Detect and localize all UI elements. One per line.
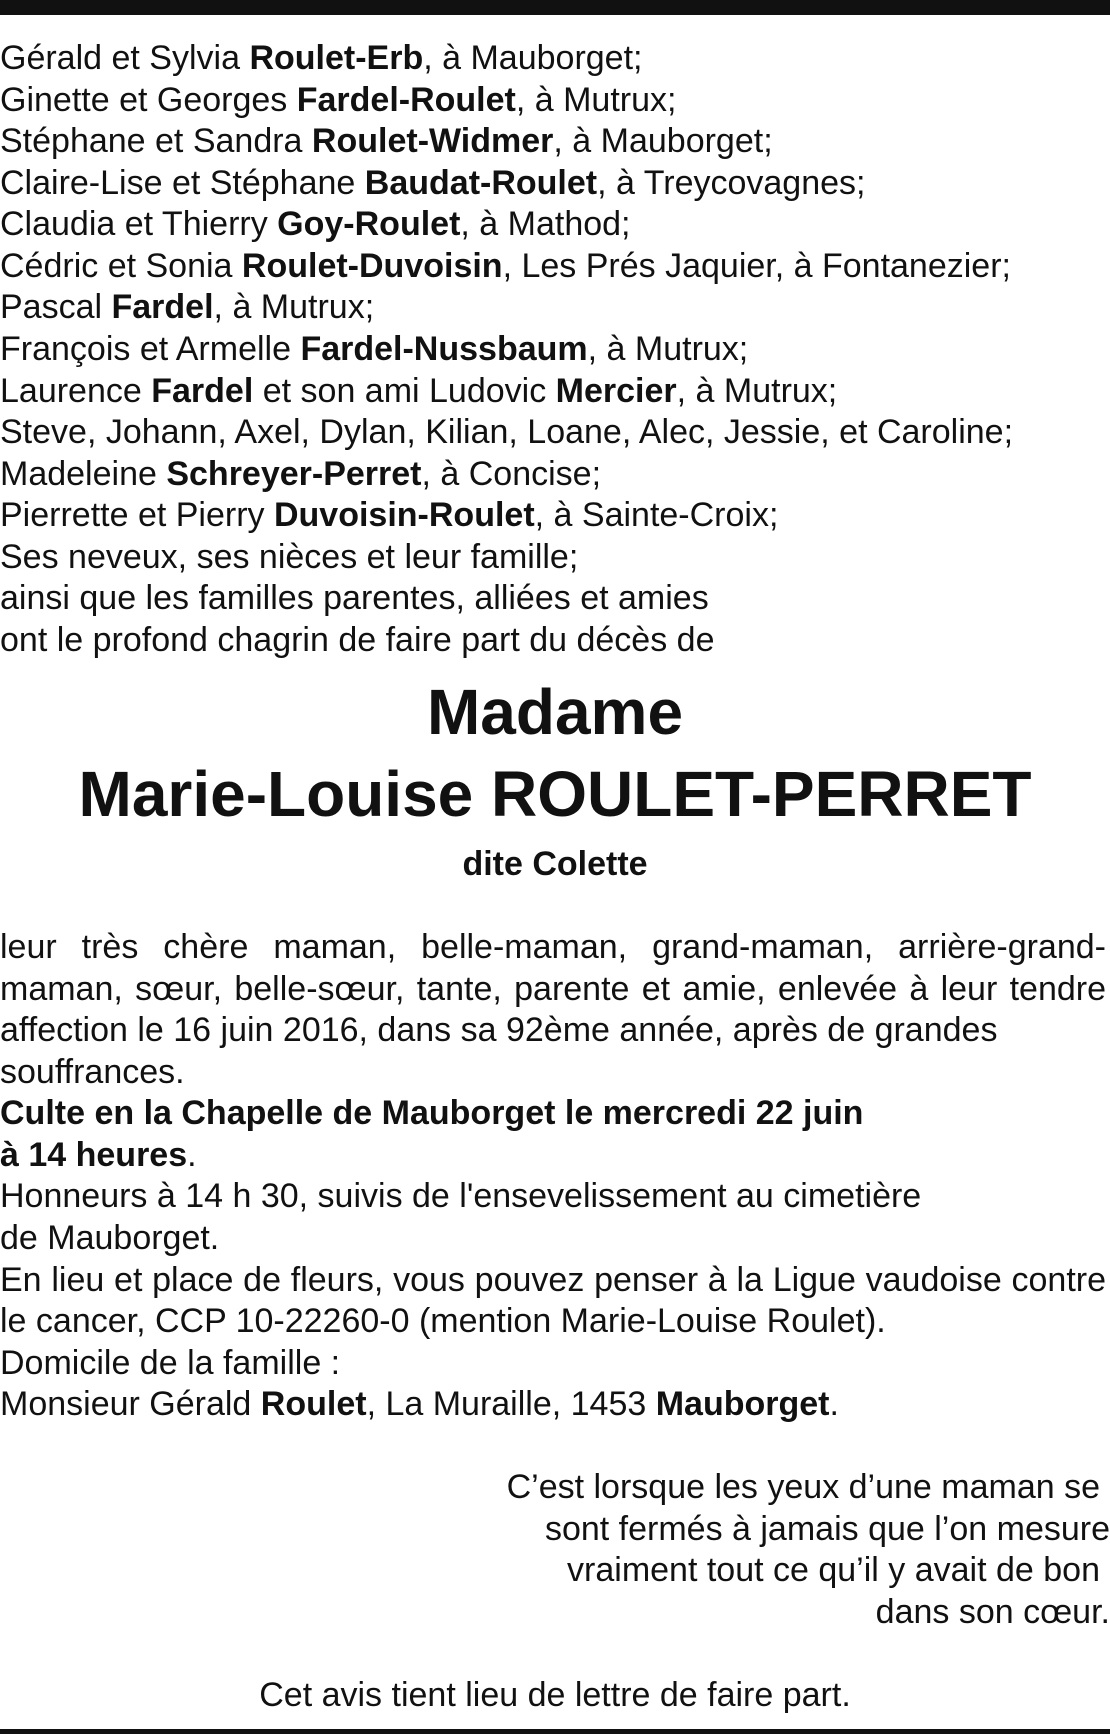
family-line: Madeleine Schreyer-Perret, à Concise; <box>0 455 602 493</box>
family-line: Cédric et Sonia Roulet-Duvoisin, Les Prés Jaquier, à Fontanezier; <box>0 247 1011 285</box>
flowers-line: le cancer, CCP 10-22260-0 (mention Marie-Louise Roulet). <box>0 1302 886 1340</box>
body-line: affection le 16 juin 2016, dans sa 92ème année, après de grandes <box>0 1011 998 1049</box>
family-line: Pierrette et Pierry Duvoisin-Roulet, à Sainte-Croix; <box>0 496 779 534</box>
bottom-rule <box>0 1729 1110 1734</box>
family-address: Monsieur Gérald Roulet, La Muraille, 1453 Mauborget. <box>0 1385 839 1423</box>
family-line: François et Armelle Fardel-Nussbaum, à Mutrux; <box>0 330 749 368</box>
family-line: Claudia et Thierry Goy-Roulet, à Mathod; <box>0 205 631 243</box>
top-rule <box>0 0 1110 15</box>
title-honorific: Madame <box>426 676 684 748</box>
honours-line: Honneurs à 14 h 30, suivis de l'ensevelissement au cimetière <box>0 1177 922 1215</box>
service-line: à 14 heures. <box>0 1136 197 1174</box>
family-line: Stéphane et Sandra Roulet-Widmer, à Mauborget; <box>0 122 773 160</box>
closing-note: Cet avis tient lieu de lettre de faire part. <box>259 1676 851 1714</box>
family-line: Pascal Fardel, à Mutrux; <box>0 288 375 326</box>
body-line: maman, sœur, belle-sœur, tante, parente et amie, enlevée à leur tendre <box>0 970 1106 1008</box>
family-line: Gérald et Sylvia Roulet-Erb, à Mauborget; <box>0 39 643 77</box>
quote-line: dans son cœur. <box>875 1593 1110 1631</box>
deceased-nickname: dite Colette <box>462 845 648 883</box>
service-line: Culte en la Chapelle de Mauborget le mercredi 22 juin <box>0 1094 864 1132</box>
flowers-line: En lieu et place de fleurs, vous pouvez penser à la Ligue vaudoise contre <box>0 1261 1106 1299</box>
quote-line: sont fermés à jamais que l’on mesure <box>544 1510 1110 1548</box>
body-line: souffrances. <box>0 1053 185 1091</box>
honours-line: de Mauborget. <box>0 1219 220 1257</box>
family-line: Claire-Lise et Stéphane Baudat-Roulet, à Treycovagnes; <box>0 164 866 202</box>
family-line: Ginette et Georges Fardel-Roulet, à Mutrux; <box>0 81 677 119</box>
family-line: Laurence Fardel et son ami Ludovic Mercier, à Mutrux; <box>0 372 838 410</box>
quote-line: C’est lorsque les yeux d’une maman se <box>506 1468 1100 1506</box>
family-line: ont le profond chagrin de faire part du décès de <box>0 621 715 659</box>
body-line: leur très chère maman, belle-maman, grand-maman, arrière-grand- <box>0 928 1106 966</box>
quote-line: vraiment tout ce qu’il y avait de bon <box>567 1551 1100 1589</box>
family-line: ainsi que les familles parentes, alliées et amies <box>0 579 709 617</box>
family-line: Steve, Johann, Axel, Dylan, Kilian, Loane, Alec, Jessie, et Caroline; <box>0 413 1014 451</box>
domicile-label: Domicile de la famille : <box>0 1344 341 1382</box>
family-line: Ses neveux, ses nièces et leur famille; <box>0 538 579 576</box>
deceased-name: Marie-Louise ROULET-PERRET <box>78 758 1032 830</box>
